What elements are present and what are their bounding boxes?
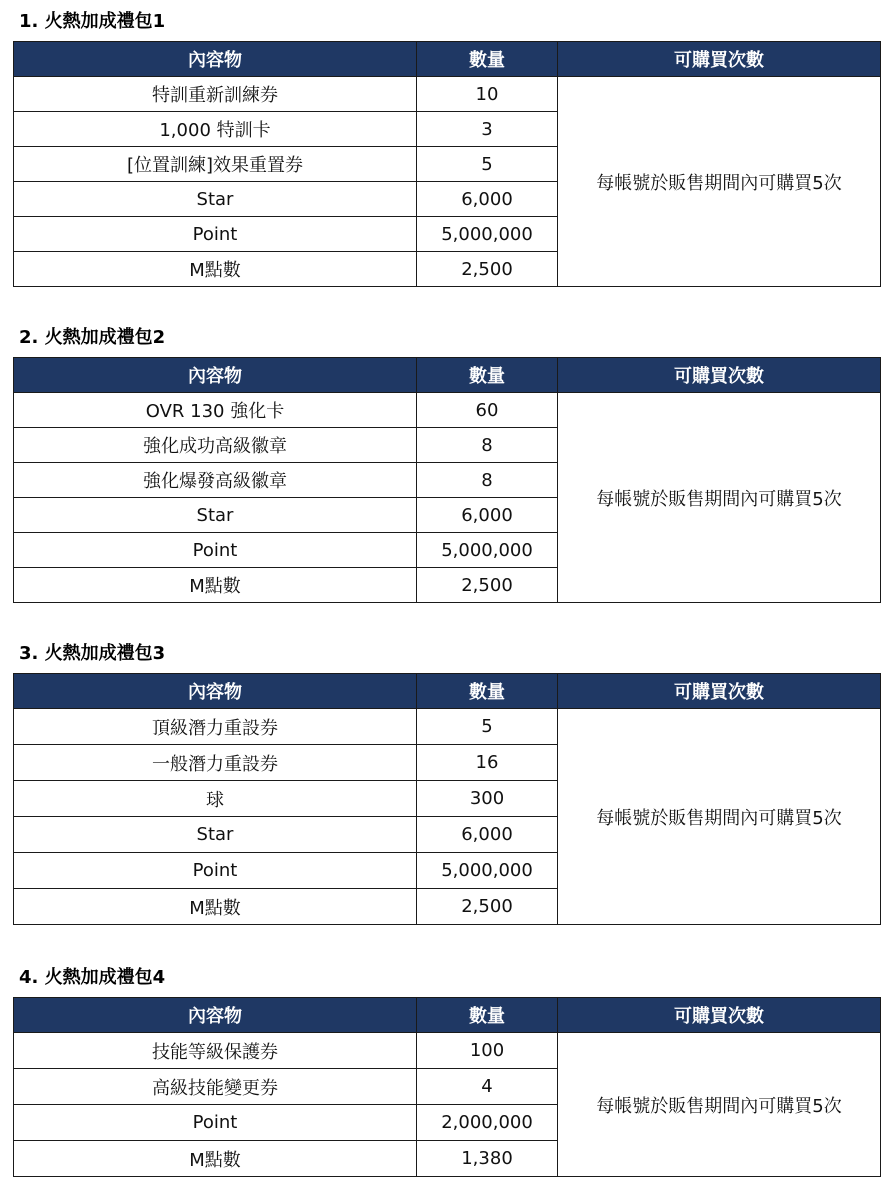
item-quantity: 8	[417, 463, 558, 498]
header-quantity: 數量	[417, 358, 558, 393]
item-name: 球	[14, 781, 417, 817]
item-name: Point	[14, 853, 417, 889]
item-name: OVR 130 強化卡	[14, 393, 417, 428]
header-content: 內容物	[14, 998, 417, 1033]
package-title: 2. 火熱加成禮包2	[19, 327, 166, 348]
item-quantity: 10	[417, 77, 558, 112]
item-name: M點數	[14, 1141, 417, 1177]
item-quantity: 5,000,000	[417, 853, 558, 889]
item-name: 一般潛力重設券	[14, 745, 417, 781]
table-header-row	[14, 998, 881, 1033]
header-quantity: 數量	[417, 42, 558, 77]
item-quantity: 4	[417, 1069, 558, 1105]
item-name: Star	[14, 498, 417, 533]
item-quantity: 3	[417, 112, 558, 147]
table-row	[14, 1033, 881, 1069]
package-title: 4. 火熱加成禮包4	[19, 967, 166, 988]
header-quantity: 數量	[417, 998, 558, 1033]
item-name: M點數	[14, 889, 417, 925]
package-table	[13, 357, 881, 603]
item-quantity: 5	[417, 709, 558, 745]
item-name: 強化成功高級徽章	[14, 428, 417, 463]
item-name: 1,000 特訓卡	[14, 112, 417, 147]
header-limit: 可購買次數	[558, 998, 881, 1033]
item-quantity: 2,500	[417, 889, 558, 925]
package-title: 3. 火熱加成禮包3	[19, 643, 166, 664]
purchase-limit: 每帳號於販售期間內可購買5次	[558, 77, 881, 287]
header-content: 內容物	[14, 42, 417, 77]
item-quantity: 60	[417, 393, 558, 428]
item-name: Point	[14, 1105, 417, 1141]
item-quantity: 6,000	[417, 498, 558, 533]
item-quantity: 2,000,000	[417, 1105, 558, 1141]
item-name: 強化爆發高級徽章	[14, 463, 417, 498]
item-name: 技能等級保護券	[14, 1033, 417, 1069]
package-table	[13, 673, 881, 925]
item-quantity: 100	[417, 1033, 558, 1069]
table-header-row	[14, 674, 881, 709]
item-name: Point	[14, 217, 417, 252]
header-limit: 可購買次數	[558, 674, 881, 709]
header-content: 內容物	[14, 674, 417, 709]
purchase-limit: 每帳號於販售期間內可購買5次	[558, 709, 881, 925]
header-content: 內容物	[14, 358, 417, 393]
purchase-limit: 每帳號於販售期間內可購買5次	[558, 1033, 881, 1177]
header-quantity: 數量	[417, 674, 558, 709]
table-header-row	[14, 42, 881, 77]
purchase-limit: 每帳號於販售期間內可購買5次	[558, 393, 881, 603]
item-quantity: 1,380	[417, 1141, 558, 1177]
item-quantity: 16	[417, 745, 558, 781]
item-quantity: 5,000,000	[417, 217, 558, 252]
package-table	[13, 41, 881, 287]
table-row	[14, 709, 881, 745]
item-quantity: 2,500	[417, 568, 558, 603]
header-limit: 可購買次數	[558, 42, 881, 77]
item-name: Point	[14, 533, 417, 568]
item-name: M點數	[14, 252, 417, 287]
item-name: 高級技能變更券	[14, 1069, 417, 1105]
package-title: 1. 火熱加成禮包1	[19, 11, 166, 32]
item-quantity: 2,500	[417, 252, 558, 287]
header-limit: 可購買次數	[558, 358, 881, 393]
item-quantity: 6,000	[417, 182, 558, 217]
package-table	[13, 997, 881, 1177]
item-quantity: 6,000	[417, 817, 558, 853]
item-quantity: 8	[417, 428, 558, 463]
item-name: Star	[14, 817, 417, 853]
item-name: Star	[14, 182, 417, 217]
table-header-row	[14, 358, 881, 393]
table-row	[14, 393, 881, 428]
item-name: [位置訓練]效果重置券	[14, 147, 417, 182]
item-name: 特訓重新訓練券	[14, 77, 417, 112]
item-name: M點數	[14, 568, 417, 603]
item-quantity: 5,000,000	[417, 533, 558, 568]
item-quantity: 300	[417, 781, 558, 817]
item-name: 頂級潛力重設券	[14, 709, 417, 745]
item-quantity: 5	[417, 147, 558, 182]
table-row	[14, 77, 881, 112]
